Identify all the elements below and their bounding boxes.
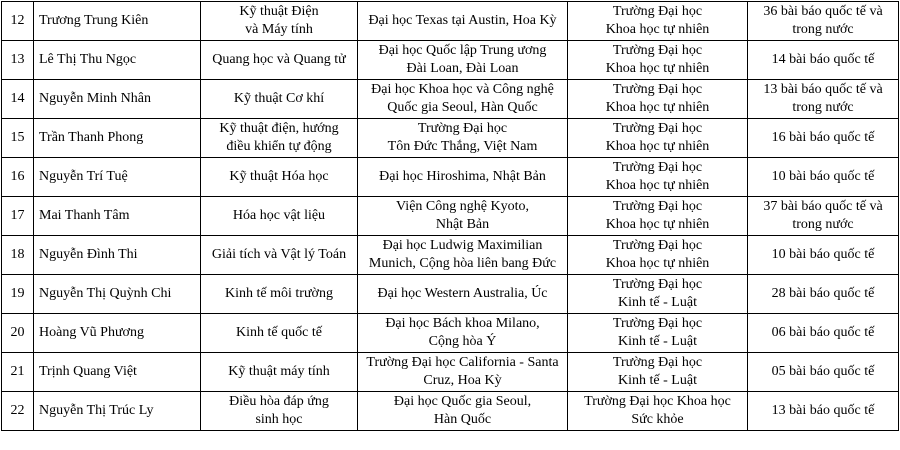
row-number-cell: 17 [2, 197, 34, 236]
unit-line: Trường Đại học [612, 4, 703, 19]
name-cell: Nguyễn Trí Tuệ [34, 158, 201, 197]
papers-cell [748, 353, 899, 392]
table-row [2, 2, 899, 41]
papers-line: 10 bài báo quốc tế [771, 169, 875, 184]
unit-line: Trường Đại học [612, 43, 703, 58]
row-number-cell: 21 [2, 353, 34, 392]
unit-line: Khoa học tự nhiên [605, 178, 710, 193]
unit-line: Trường Đại học [612, 316, 703, 331]
school-line: Đại học Bách khoa Milano, [385, 316, 540, 331]
table-row [2, 275, 899, 314]
field-line: sinh học [255, 412, 303, 427]
papers-line: trong nước [792, 22, 854, 37]
papers-cell [748, 236, 899, 275]
unit-line: Trường Đại học [612, 277, 703, 292]
field-line: Kinh tế môi trường [225, 286, 333, 301]
unit-line: Khoa học tự nhiên [605, 217, 710, 232]
papers-cell [748, 392, 899, 431]
field-cell [201, 392, 358, 431]
table-row [2, 353, 899, 392]
school-line: Quốc gia Seoul, Hàn Quốc [387, 100, 538, 115]
field-line: điều khiển tự động [226, 139, 332, 154]
row-number-cell: 19 [2, 275, 34, 314]
papers-line: 13 bài báo quốc tế [771, 403, 875, 418]
school-cell [358, 236, 568, 275]
unit-cell [568, 197, 748, 236]
field-line: và Máy tính [245, 22, 313, 37]
unit-line: Trường Đại học Khoa học [584, 394, 731, 409]
unit-cell [568, 353, 748, 392]
name-cell: Trương Trung Kiên [34, 2, 201, 41]
school-line: Đài Loan, Đài Loan [406, 61, 519, 76]
papers-cell [748, 275, 899, 314]
papers-cell [748, 119, 899, 158]
school-line: Đại học Texas tại Austin, Hoa Kỳ [368, 13, 557, 28]
table-row [2, 392, 899, 431]
row-number-cell: 18 [2, 236, 34, 275]
unit-line: Kinh tế - Luật [618, 334, 697, 349]
field-line: Kinh tế quốc tế [236, 325, 322, 340]
unit-line: Khoa học tự nhiên [605, 100, 710, 115]
unit-cell [568, 119, 748, 158]
unit-cell [568, 158, 748, 197]
unit-cell [568, 314, 748, 353]
school-line: Đại học Hiroshima, Nhật Bản [379, 169, 546, 184]
name-cell: Nguyễn Minh Nhân [34, 80, 201, 119]
unit-cell [568, 236, 748, 275]
unit-cell [568, 41, 748, 80]
name-cell: Nguyễn Thị Trúc Ly [34, 392, 201, 431]
papers-line: 06 bài báo quốc tế [771, 325, 875, 340]
school-line: Hàn Quốc [433, 412, 492, 427]
name-cell: Nguyễn Đình Thi [34, 236, 201, 275]
table-row [2, 80, 899, 119]
unit-cell [568, 2, 748, 41]
papers-line: 13 bài báo quốc tế và [763, 82, 883, 97]
school-line: Tôn Đức Thắng, Việt Nam [387, 139, 538, 154]
school-cell [358, 119, 568, 158]
field-line: Giải tích và Vật lý Toán [211, 247, 347, 262]
row-number-cell: 14 [2, 80, 34, 119]
unit-line: Kinh tế - Luật [618, 295, 697, 310]
school-cell [358, 392, 568, 431]
papers-cell [748, 197, 899, 236]
school-line: Đại học Western Australia, Úc [377, 286, 548, 301]
unit-line: Kinh tế - Luật [618, 373, 697, 388]
name-cell: Nguyễn Thị Quỳnh Chi [34, 275, 201, 314]
row-number-cell: 15 [2, 119, 34, 158]
field-line: Điều hòa đáp ứng [229, 394, 329, 409]
field-cell [201, 236, 358, 275]
table-row [2, 158, 899, 197]
table-row [2, 119, 899, 158]
unit-line: Trường Đại học [612, 238, 703, 253]
papers-line: trong nước [792, 217, 854, 232]
unit-line: Trường Đại học [612, 160, 703, 175]
field-cell [201, 158, 358, 197]
field-line: Kỹ thuật Điện [239, 4, 319, 19]
field-line: Quang học và Quang tử [212, 52, 346, 67]
field-line: Hóa học vật liệu [232, 208, 326, 223]
row-number-cell: 20 [2, 314, 34, 353]
name-cell: Lê Thị Thu Ngọc [34, 41, 201, 80]
field-line: Kỹ thuật Hóa học [229, 169, 329, 184]
unit-line: Trường Đại học [612, 199, 703, 214]
row-number-cell: 22 [2, 392, 34, 431]
school-line: Nhật Bản [435, 217, 490, 232]
unit-line: Trường Đại học [612, 121, 703, 136]
unit-line: Khoa học tự nhiên [605, 22, 710, 37]
papers-line: 16 bài báo quốc tế [771, 130, 875, 145]
table-row [2, 197, 899, 236]
school-line: Trường Đại học California - Santa [366, 355, 559, 370]
name-cell: Mai Thanh Tâm [34, 197, 201, 236]
field-line: Kỹ thuật Cơ khí [233, 91, 325, 106]
name-cell: Hoàng Vũ Phương [34, 314, 201, 353]
unit-cell [568, 275, 748, 314]
unit-line: Khoa học tự nhiên [605, 61, 710, 76]
papers-cell [748, 41, 899, 80]
field-cell [201, 80, 358, 119]
school-line: Trường Đại học [417, 121, 508, 136]
school-line: Đại học Quốc lập Trung ương [378, 43, 547, 58]
papers-line: 05 bài báo quốc tế [771, 364, 875, 379]
unit-line: Khoa học tự nhiên [605, 139, 710, 154]
papers-line: 14 bài báo quốc tế [771, 52, 875, 67]
field-cell [201, 353, 358, 392]
field-line: Kỹ thuật máy tính [228, 364, 330, 379]
table-row [2, 236, 899, 275]
name-cell: Trịnh Quang Việt [34, 353, 201, 392]
school-cell [358, 197, 568, 236]
papers-line: trong nước [792, 100, 854, 115]
field-cell [201, 2, 358, 41]
unit-line: Trường Đại học [612, 355, 703, 370]
school-line: Cruz, Hoa Kỳ [423, 373, 502, 388]
school-cell [358, 41, 568, 80]
unit-cell [568, 392, 748, 431]
field-cell [201, 119, 358, 158]
school-cell [358, 275, 568, 314]
papers-line: 37 bài báo quốc tế và [763, 199, 883, 214]
papers-cell [748, 158, 899, 197]
school-cell [358, 158, 568, 197]
school-line: Đại học Ludwig Maximilian [382, 238, 543, 253]
scientist-table [1, 1, 899, 431]
row-number-cell: 16 [2, 158, 34, 197]
school-line: Đại học Khoa học và Công nghệ [371, 82, 554, 97]
unit-line: Khoa học tự nhiên [605, 256, 710, 271]
school-cell [358, 2, 568, 41]
school-cell [358, 353, 568, 392]
table-row [2, 314, 899, 353]
school-line: Munich, Cộng hòa liên bang Đức [368, 256, 557, 271]
papers-cell [748, 2, 899, 41]
name-cell: Trần Thanh Phong [34, 119, 201, 158]
papers-cell [748, 314, 899, 353]
unit-line: Trường Đại học [612, 82, 703, 97]
field-cell [201, 314, 358, 353]
unit-line: Sức khỏe [631, 412, 684, 427]
table-body [2, 2, 899, 431]
field-cell [201, 275, 358, 314]
papers-line: 28 bài báo quốc tế [771, 286, 875, 301]
school-cell [358, 80, 568, 119]
table-row [2, 41, 899, 80]
papers-line: 36 bài báo quốc tế và [763, 4, 883, 19]
school-cell [358, 314, 568, 353]
school-line: Cộng hòa Ý [428, 334, 497, 349]
unit-cell [568, 80, 748, 119]
field-cell [201, 41, 358, 80]
field-cell [201, 197, 358, 236]
row-number-cell: 13 [2, 41, 34, 80]
field-line: Kỹ thuật điện, hướng [219, 121, 339, 136]
papers-cell [748, 80, 899, 119]
papers-line: 10 bài báo quốc tế [771, 247, 875, 262]
row-number-cell: 12 [2, 2, 34, 41]
school-line: Viện Công nghệ Kyoto, [396, 199, 529, 214]
school-line: Đại học Quốc gia Seoul, [393, 394, 532, 409]
